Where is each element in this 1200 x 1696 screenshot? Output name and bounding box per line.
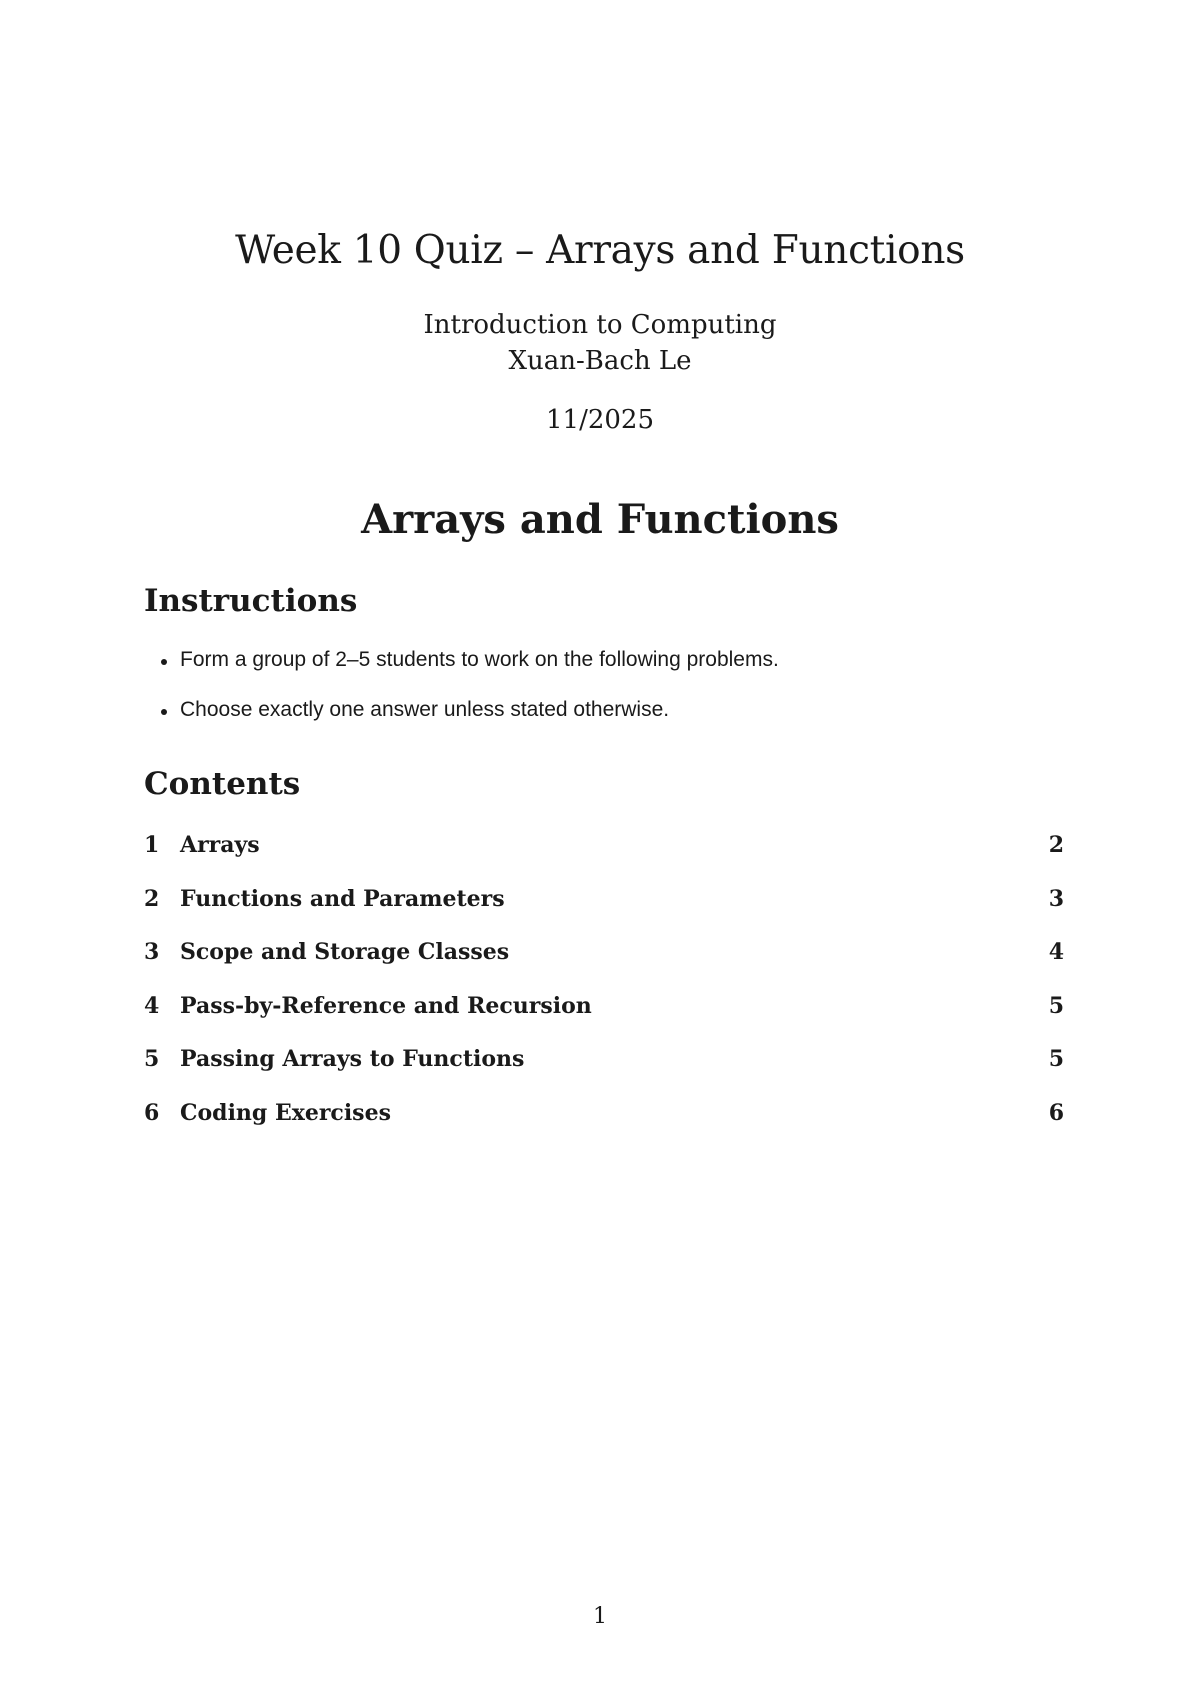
contents-heading: Contents <box>144 766 301 802</box>
list-item <box>180 648 779 698</box>
toc-page[interactable]: 2 <box>1048 832 1064 858</box>
document-title: Week 10 Quiz – Arrays and Functions <box>235 228 965 273</box>
author-name: Xuan-Bach Le <box>508 346 692 376</box>
toc-title[interactable]: Passing Arrays to Functions <box>180 1046 525 1072</box>
course-name: Introduction to Computing <box>423 310 777 340</box>
toc-number: 1 <box>144 832 160 858</box>
toc-number: 5 <box>144 1046 160 1072</box>
toc-title[interactable]: Coding Exercises <box>180 1099 391 1126</box>
toc-entry-pass-by-reference-and-recursion[interactable] <box>144 993 1064 1047</box>
toc-page[interactable]: 3 <box>1048 885 1064 912</box>
toc-page[interactable]: 4 <box>1048 939 1064 965</box>
toc-number: 2 <box>144 885 160 912</box>
list-item <box>180 698 779 748</box>
section-title: Arrays and Functions <box>361 496 839 543</box>
bullet-icon <box>161 659 167 665</box>
instruction-text: Form a group of 2–5 students to work on the following problems. <box>180 648 779 671</box>
toc-number: 6 <box>144 1099 160 1126</box>
toc-title[interactable]: Pass-by-Reference and Recursion <box>180 992 592 1019</box>
toc-page[interactable]: 5 <box>1048 1046 1064 1072</box>
table-of-contents <box>144 832 1064 1153</box>
instruction-text: Choose exactly one answer unless stated otherwise. <box>180 698 670 721</box>
toc-entry-arrays[interactable] <box>144 832 1064 886</box>
toc-page[interactable]: 5 <box>1048 992 1064 1019</box>
toc-entry-scope-and-storage-classes[interactable] <box>144 939 1064 993</box>
document-date: 11/2025 <box>545 405 654 435</box>
toc-entry-coding-exercises[interactable] <box>144 1100 1064 1154</box>
toc-title[interactable]: Functions and Parameters <box>180 885 505 912</box>
instructions-list <box>180 648 779 748</box>
toc-number: 4 <box>144 992 160 1019</box>
toc-number: 3 <box>144 939 160 965</box>
toc-entry-passing-arrays-to-functions[interactable] <box>144 1046 1064 1100</box>
page-number: 1 <box>593 1604 607 1629</box>
toc-page[interactable]: 6 <box>1048 1099 1064 1126</box>
bullet-icon <box>161 709 167 715</box>
toc-entry-functions-and-parameters[interactable] <box>144 886 1064 940</box>
toc-title[interactable]: Arrays <box>180 832 260 858</box>
toc-title[interactable]: Scope and Storage Classes <box>180 939 510 965</box>
instructions-heading: Instructions <box>144 583 358 619</box>
